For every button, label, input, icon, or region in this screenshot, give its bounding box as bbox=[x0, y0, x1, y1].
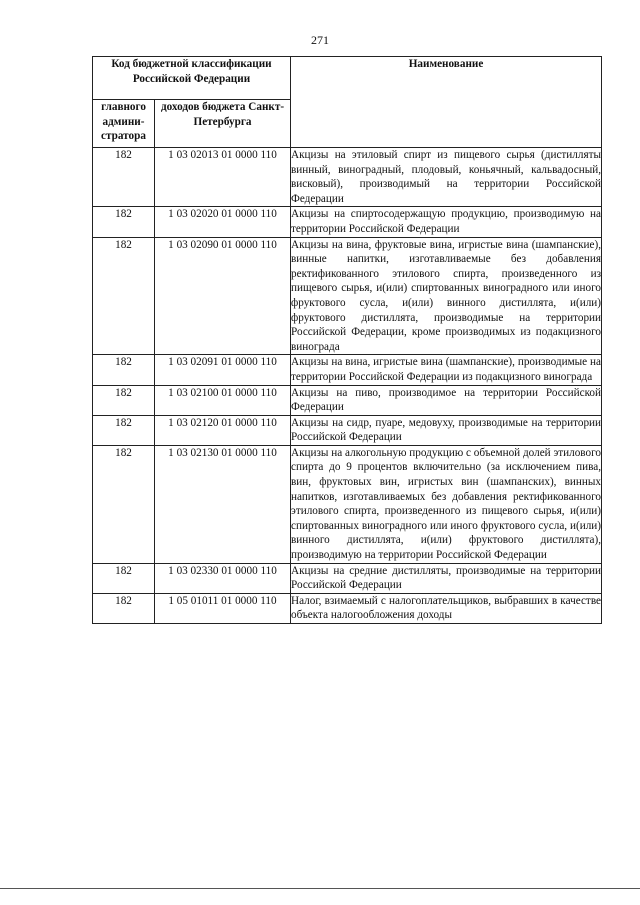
name-cell: Акцизы на пиво, производимое на территории Российской Федерации bbox=[291, 385, 602, 415]
admin-code-cell: 182 bbox=[93, 445, 155, 563]
admin-code-cell: 182 bbox=[93, 355, 155, 385]
admin-code-cell: 182 bbox=[93, 563, 155, 593]
budget-code-cell: 1 05 01011 01 0000 110 bbox=[155, 593, 291, 623]
name-cell: Акцизы на сидр, пуаре, медовуху, производимые на территории Российской Федерации bbox=[291, 415, 602, 445]
table-row bbox=[93, 445, 602, 563]
table-row bbox=[93, 593, 602, 623]
admin-code-cell: 182 bbox=[93, 207, 155, 237]
budget-code-cell: 1 03 02130 01 0000 110 bbox=[155, 445, 291, 563]
name-cell: Акцизы на спиртосодержащую продукцию, производимую на территории Российской Федерации bbox=[291, 207, 602, 237]
table-row bbox=[93, 148, 602, 207]
table-row bbox=[93, 207, 602, 237]
header-name: Наименование bbox=[291, 57, 602, 148]
budget-code-cell: 1 03 02330 01 0000 110 bbox=[155, 563, 291, 593]
admin-code-cell: 182 bbox=[93, 415, 155, 445]
table-row bbox=[93, 237, 602, 355]
page-number: 271 bbox=[311, 33, 329, 47]
table-row bbox=[93, 563, 602, 593]
budget-code-cell: 1 03 02091 01 0000 110 bbox=[155, 355, 291, 385]
name-cell: Акцизы на вина, игристые вина (шампанские), производимые на территории Российской Федерации из подакцизного винограда bbox=[291, 355, 602, 385]
name-cell: Налог, взимаемый с налогоплательщиков, выбравших в качестве объекта налогообложения доходы bbox=[291, 593, 602, 623]
admin-code-cell: 182 bbox=[93, 148, 155, 207]
table-row bbox=[93, 415, 602, 445]
budget-classification-table bbox=[92, 56, 602, 624]
header-code: доходов бюджета Санкт-Петербурга bbox=[155, 100, 291, 148]
name-cell: Акцизы на вина, фруктовые вина, игристые вина (шампанские), винные напитки, изготавливаемые без добавления ректификованного этилового спирта, произведенного из пищевого сырья, и(или) спиртованных виноградного или иного фруктового сусла, и(или) винного дистиллята, и(или) фруктового дистиллята, производимые на территории Российской Федерации, кроме производимых из подакцизного винограда bbox=[291, 237, 602, 355]
budget-code-cell: 1 03 02120 01 0000 110 bbox=[155, 415, 291, 445]
header-admin: главного админи-стратора bbox=[93, 100, 155, 148]
admin-code-cell: 182 bbox=[93, 237, 155, 355]
budget-code-cell: 1 03 02020 01 0000 110 bbox=[155, 207, 291, 237]
name-cell: Акцизы на алкогольную продукцию с объемной долей этилового спирта до 9 процентов включительно (за исключением пива, вин, фруктовых вин, игристых вин (шампанских), винных напитков, изготавливаемых без добавления ректификованного этилового спирта, произведенного из пищевого сырья, и(или) спиртованных виноградного или иного фруктового сусла, и(или) винного дистиллята, и(или) фруктового дистиллята), производимую на территории Российской Федерации bbox=[291, 445, 602, 563]
budget-code-cell: 1 03 02013 01 0000 110 bbox=[155, 148, 291, 207]
budget-code-cell: 1 03 02090 01 0000 110 bbox=[155, 237, 291, 355]
table-row bbox=[93, 355, 602, 385]
table-row bbox=[93, 385, 602, 415]
page-bottom-edge-line bbox=[0, 888, 640, 889]
budget-code-cell: 1 03 02100 01 0000 110 bbox=[155, 385, 291, 415]
header-group-title: Код бюджетной классификации Российской Федерации bbox=[93, 57, 291, 100]
admin-code-cell: 182 bbox=[93, 385, 155, 415]
admin-code-cell: 182 bbox=[93, 593, 155, 623]
name-cell: Акцизы на средние дистилляты, производимые на территории Российской Федерации bbox=[291, 563, 602, 593]
name-cell: Акцизы на этиловый спирт из пищевого сырья (дистилляты винный, виноградный, плодовый, коньячный, кальвадосный, висковый), производимый на территории Российской Федерации bbox=[291, 148, 602, 207]
